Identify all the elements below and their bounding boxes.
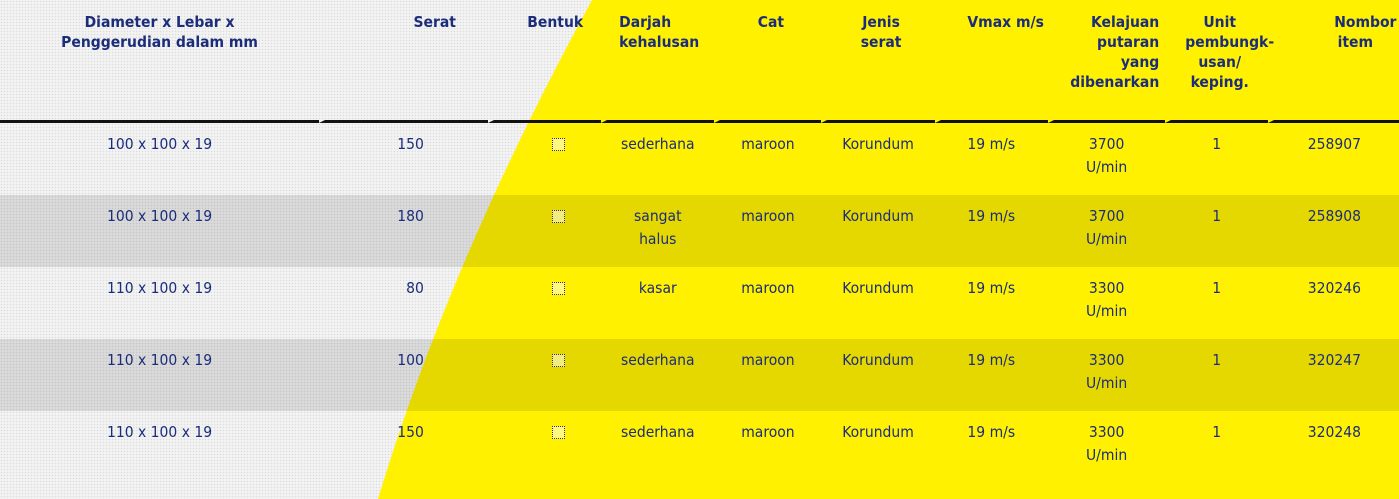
cell-color: maroon bbox=[714, 195, 821, 267]
header-item-number: Nombor item bbox=[1268, 0, 1399, 123]
table-row bbox=[0, 195, 1399, 267]
header-grain-type: Jenis serat bbox=[821, 0, 934, 123]
cell-grain-type: Korundum bbox=[842, 423, 914, 441]
cell-fineness: sederhana bbox=[601, 339, 714, 411]
cell-pack-unit: 1 bbox=[1165, 339, 1268, 411]
cell-dimensions: 110 x 100 x 19 bbox=[106, 279, 213, 297]
cell-speed: 3700 U/min bbox=[1048, 195, 1165, 267]
square-dotted-icon bbox=[552, 354, 565, 367]
cell-pack-unit: 1 bbox=[1212, 423, 1222, 441]
cell-dimensions: 110 x 100 x 19 bbox=[0, 339, 319, 411]
square-dotted-icon bbox=[552, 426, 565, 439]
cell-vmax: 19 m/s bbox=[967, 279, 1016, 297]
cell-pack-unit: 1 bbox=[1212, 135, 1222, 153]
cell-vmax: 19 m/s bbox=[967, 135, 1016, 153]
square-dotted-icon bbox=[552, 138, 565, 151]
cell-dimensions: 100 x 100 x 19 bbox=[0, 195, 319, 267]
cell-speed: 3300 U/min bbox=[1085, 423, 1128, 464]
cell-grain-type: Korundum bbox=[842, 135, 914, 153]
cell-fineness: sederhana bbox=[621, 423, 695, 441]
cell-grain-type: Korundum bbox=[842, 279, 914, 297]
cell-grit: 180 bbox=[319, 195, 488, 267]
header-fineness: Darjah kehalusan bbox=[601, 0, 714, 123]
table-header-row bbox=[0, 0, 1399, 123]
cell-color: maroon bbox=[741, 279, 795, 297]
cell-item-number: 258907 bbox=[1307, 135, 1361, 153]
cell-vmax: 19 m/s bbox=[967, 423, 1016, 441]
cell-grain-type: Korundum bbox=[821, 195, 934, 267]
cell-grit: 150 bbox=[397, 135, 424, 153]
cell-pack-unit: 1 bbox=[1165, 195, 1268, 267]
table-row bbox=[0, 123, 1399, 195]
cell-speed: 3300 U/min bbox=[1085, 279, 1128, 320]
header-pack-unit: Unit pembungk-usan/ keping. bbox=[1165, 0, 1268, 123]
cell-pack-unit: 1 bbox=[1212, 279, 1222, 297]
cell-vmax: 19 m/s bbox=[935, 195, 1048, 267]
header-dimensions: Diameter x Lebar x Penggerudian dalam mm bbox=[0, 0, 319, 123]
cell-speed: 3300 U/min bbox=[1048, 339, 1165, 411]
header-speed: Kelajuan putaran yang dibenarkan bbox=[1048, 0, 1165, 123]
cell-fineness: sangat halus bbox=[601, 195, 714, 267]
cell-item-number: 320246 bbox=[1307, 279, 1361, 297]
header-shape: Bentuk bbox=[488, 0, 601, 123]
cell-color: maroon bbox=[741, 423, 795, 441]
cell-dimensions: 100 x 100 x 19 bbox=[106, 135, 213, 153]
cell-shape bbox=[488, 267, 601, 339]
cell-shape bbox=[488, 411, 601, 483]
cell-item-number: 320247 bbox=[1268, 339, 1399, 411]
cell-item-number: 258908 bbox=[1268, 195, 1399, 267]
cell-dimensions: 110 x 100 x 19 bbox=[106, 423, 213, 441]
cell-fineness: kasar bbox=[638, 279, 677, 297]
cell-grit: 100 bbox=[319, 339, 488, 411]
table-row bbox=[0, 411, 1399, 483]
cell-color: maroon bbox=[741, 135, 795, 153]
cell-fineness: sederhana bbox=[621, 135, 695, 153]
cell-grit: 150 bbox=[397, 423, 424, 441]
header-color: Cat bbox=[714, 0, 821, 123]
cell-vmax: 19 m/s bbox=[935, 339, 1048, 411]
header-grit: Serat bbox=[319, 0, 488, 123]
cell-grain-type: Korundum bbox=[821, 339, 934, 411]
table-row bbox=[0, 339, 1399, 411]
table-row bbox=[0, 267, 1399, 339]
square-dotted-icon bbox=[552, 282, 565, 295]
cell-grit: 80 bbox=[406, 279, 424, 297]
square-dotted-icon bbox=[552, 210, 565, 223]
cell-item-number: 320248 bbox=[1307, 423, 1361, 441]
cell-speed: 3700 U/min bbox=[1085, 135, 1128, 176]
header-vmax: Vmax m/s bbox=[935, 0, 1048, 123]
cell-shape bbox=[488, 195, 601, 267]
cell-shape bbox=[488, 339, 601, 411]
cell-shape bbox=[488, 123, 601, 195]
cell-color: maroon bbox=[714, 339, 821, 411]
